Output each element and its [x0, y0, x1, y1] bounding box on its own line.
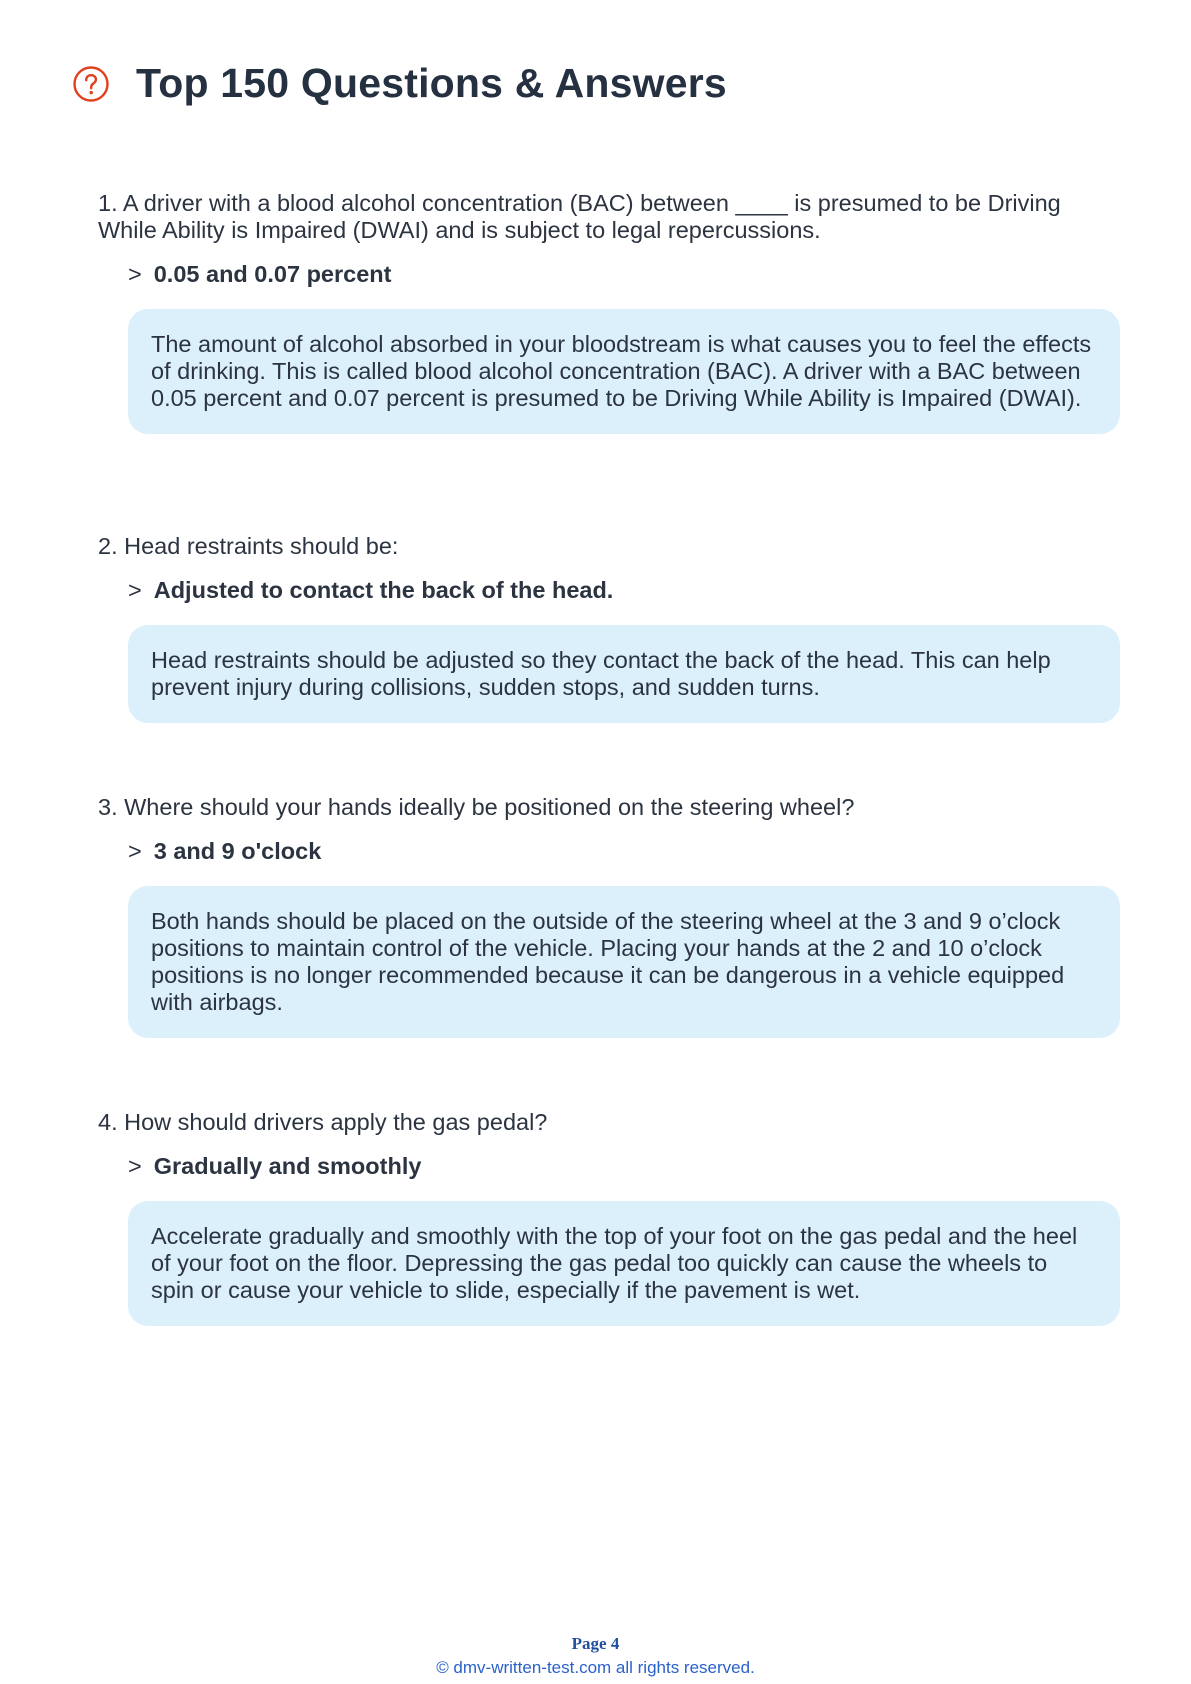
question-text: 3. Where should your hands ideally be positioned on the steering wheel? — [98, 794, 855, 820]
answer-marker: > — [128, 1153, 142, 1179]
page-title: Top 150 Questions & Answers — [136, 60, 727, 106]
answer-text: Gradually and smoothly — [153, 1153, 422, 1179]
explanation-box: Accelerate gradually and smoothly with the top of your foot on the gas pedal and the heel of your foot on the floor. Depressing the gas pedal too quickly can cause the wheels to spin or cause your vehicle to slide, especially if the pavement is wet. — [128, 1201, 1120, 1326]
page-number: Page 4 — [571, 1634, 620, 1653]
copyright-notice: © dmv-written-test.com all rights reserved. — [436, 1658, 755, 1677]
answer-marker: > — [128, 838, 142, 864]
explanation-box: The amount of alcohol absorbed in your bloodstream is what causes you to feel the effects of drinking. This is called blood alcohol concentration (BAC). A driver with a BAC between 0.05 percent and 0.07 percent is presumed to be Driving While Ability is Impaired (DWAI). — [128, 309, 1120, 434]
question-text: 2. Head restraints should be: — [98, 533, 399, 559]
answer-text: Adjusted to contact the back of the head. — [153, 577, 614, 603]
explanation-box: Both hands should be placed on the outside of the steering wheel at the 3 and 9 o’clock positions to maintain control of the vehicle. Placing your hands at the 2 and 10 o’clock positions is no longer recommended because it can be dangerous in a vehicle equipped with airbags. — [128, 886, 1120, 1038]
question-circle-icon — [72, 65, 110, 103]
question-block-1 — [98, 190, 1120, 434]
answer-marker: > — [128, 577, 142, 603]
answer-line — [128, 1153, 1120, 1180]
explanation-box: Head restraints should be adjusted so they contact the back of the head. This can help prevent injury during collisions, sudden stops, and sudden turns. — [128, 625, 1120, 723]
question-text: 1. A driver with a blood alcohol concentration (BAC) between ____ is presumed to be Driving While Ability is Impaired (DWAI) and is subject to legal repercussions. — [98, 190, 1061, 243]
answer-line — [128, 577, 1120, 604]
question-block-4 — [98, 1109, 1120, 1326]
answer-line — [128, 838, 1120, 865]
question-block-3 — [98, 794, 1120, 1038]
question-block-2 — [98, 533, 1120, 723]
answer-line — [128, 261, 1120, 288]
page-footer — [0, 1634, 1191, 1678]
page-header — [72, 60, 727, 107]
answer-text: 0.05 and 0.07 percent — [153, 261, 392, 287]
answer-text: 3 and 9 o'clock — [153, 838, 322, 864]
question-text: 4. How should drivers apply the gas pedal? — [98, 1109, 548, 1135]
answer-marker: > — [128, 261, 142, 287]
